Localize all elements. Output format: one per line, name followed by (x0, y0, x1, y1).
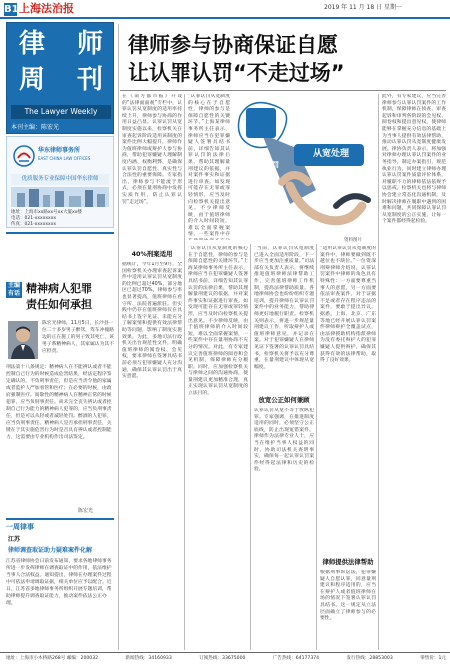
column-body: 刑法第十八条规定：精神病人在不能辨认或者不能控制自己行为的时候造成危害结果，经法定程序鉴定确认的，不负刑事责任，但是应当责令他的家属或者监护人严加看管和医疗；在必要的时候，由政府强制医疗。间歇性的精神病人在精神正常的时候犯罪，应当负刑事责任。尚未完全丧失辨认或者控制自己行为能力的精神病人犯罪的，应当负刑事责任，但是可以从轻或者减轻处罚。醉酒的人犯罪，应当负刑事责任。精神病人是否承担刑事责任，关键在于其实施危害行为时是否具有辨认或者控制能力，这需要由专业机构作出司法鉴定。 (6, 365, 112, 440)
footer-address: 地址：上海市小木桥路268号 邮编：200032 (6, 656, 99, 661)
column-rule (378, 94, 379, 650)
news-dateline: 江苏 (8, 536, 21, 543)
article-col-4: “适用认罪认罚从宽制度的案件中，律师要做到既不越位也不缺位。”一位资深刑辩律师介绍说，认罪认罚案件中律师的角色具有特殊性：一方面要尊重当事人的意愿，另一方面要依法审查案件，对于证据不足或者存在程序违法的案件，要敢于提出异议。据悉，上海、北京、广东等地已经开展认罪认罚案件律师辩护全覆盖试点，由法律援助机构指派律师为没有委托辩护人的犯罪嫌疑人提供辩护，确保其获得有效的法律帮助，取得了良好效果。 (320, 246, 376, 364)
author-portrait-image (8, 321, 38, 359)
news-headline[interactable]: 律师调查取证助力疑难案件化解 (8, 547, 93, 554)
brand-char: 律 (19, 29, 46, 59)
footer-news-hotline: 新闻热线：34160933 (125, 656, 172, 661)
ad-phone: 电话：021-xxxxxxxx (11, 216, 57, 221)
ad-fax: 传真：021-xxxxxxxx (11, 222, 57, 227)
brand-title-row-2 (19, 65, 103, 95)
news-divider (6, 518, 114, 520)
article-subhead: 放宽公正如何兼顾 (258, 396, 310, 404)
weekly-brand-panel (6, 22, 114, 134)
illustration-label-leniency: 从宽处理 (312, 149, 349, 159)
section-code: B1 (4, 4, 19, 15)
column-signature: 陈宏光 (78, 508, 94, 514)
article-col-3: “当前，认罪认罚从宽制度已进入全面适用阶段，下一步应当更加注重质量。”司法部有关负责人表示，将继续推进值班律师法律帮助工作，完善值班律师工作机制，提高法律帮助质量。各地律师协会也纷纷组织专题培训，提升律师在认罪认罚案件中的业务能力，帮助律师更好地履行职责。检察机关则表示，将进一步规范量刑建议工作，听取辩护人或值班律师意见，并记录在案。对于犯罪嫌疑人在律师见证下签署的认罪认罚具结书，检察机关将予以充分尊重，在量刑建议中体现从宽幅度。 (254, 246, 314, 370)
news-body: 江苏省律师协会日前发布通知，要求各地律师事务所进一步发挥律师在调查取证中的作用，依法维护当事人合法权益。通知提出，律师在办理案件过程中可依法申请调取证据，相关单位应予以配合。近日，江苏省多地律师事务所组织开展专题培训，帮助律师提升调查取证能力，推动案件依法公正办理。 (6, 559, 112, 606)
illustration-label-confess: 认罪认罚 (251, 161, 279, 169)
headline-line-2: 让认罪认罚“不走过场” (128, 61, 345, 85)
article-col-1: 在《南方都市报》开设的“法律面面观”专栏中，认罪认罚从宽制度的适用率持续上升，律师参与协商的作用日益凸显。认罪认罚从宽制度实施以来，检察机关在审查起诉阶段适用该制度的案件比例大幅提升，律师作为值班律师或辩护人参与协商，帮助犯罪嫌疑人理解制度内涵、权衡利弊，是确保认罪认罚自愿性、真实性与合法性的重要保障。专家指出，律师参与不能流于形式，必须在量刑协商中发挥实质作用，防止认罪认罚“走过场”。 (122, 94, 182, 205)
masthead-rule (0, 17, 450, 19)
footer-price: 零售价：1元 (420, 656, 446, 661)
column-rule (118, 24, 119, 650)
chief-editor: 本刊主编：陈宏光 (11, 124, 60, 131)
footer-ad-hotline: 广告热线：64177374 (272, 656, 320, 661)
brand-english-title: The Lawyer Weekly (11, 105, 111, 119)
ad-firm-name: 华东律师事务所 (38, 147, 81, 154)
illustration-credit: 资料图片 (344, 238, 362, 243)
headline-rule (120, 90, 446, 91)
column-title-line-2: 责任如何承担 (26, 298, 92, 311)
news-section-tag: 一周律事 (6, 523, 34, 531)
article-col-4-continued: 根据刑事诉讼法，犯罪嫌疑人自愿认罪，同意量刑建议和程序适用的，应当在辩护人或者值班律师在场的情况下签署认罪认罚具结书。这一规定从立法层面确立了律师参与的必要性。 (320, 570, 376, 622)
article-subhead: 40%刑案适用 (131, 250, 173, 258)
brand-char: 刊 (76, 65, 103, 95)
article-col-2: “认罪认罚从宽制度的核心在于自愿性，律师的参与是保障自愿性的关键环节。”上海某律师事务所主任表示，律师应当在犯罪嫌疑人签署具结书前，详细告知其认罪认罚的法律后果，帮助其理解量刑建议的依据，并对案件事实和证据进行审查。如发现可能存在无罪或罪轻情形，应当及时向检察机关提出意见。不少律师反映，由于值班律师的介入时间较短，难以全面掌握案情，一些案件中存在量刑协商不充分的情况。对此，有专家建议完善值班律师的阅卷和会见机制，保障律师充分履职。同时，应加强检察机关与律师之间的沟通协商，使量刑建议更加精准合理，真正实现认罪认罚从宽制度的立法目的。 (188, 246, 248, 397)
column-title-line-1: 精神病人犯罪 (26, 282, 92, 295)
footer-distribution-hotline: 发行热线：28853003 (346, 656, 393, 661)
article-col-2-top: “认罪认罚从宽制度的核心在于自愿性，律师的参与是保障自愿性的关键环节。”上海某律师事务所主任表示，律师应当在犯罪嫌疑人签署具结书前，详细告知其认罪认罚的法律后果，帮助其理解量刑建议的依据，并对案件事实和证据进行审查。如发现可能存在无罪或罪轻情形，应当及时向检察机关提出意见。不少律师反映，由于值班律师的介入时间较短，难以全面掌握案情，一些案件中存 (188, 94, 230, 238)
building-skyline-image (11, 187, 109, 207)
law-firm-logo-icon (13, 145, 35, 167)
column-rule (250, 244, 251, 650)
article-subhead: 律师提供法律帮助 (322, 558, 374, 566)
ad-address: 地址：上海市xx路xx号xx大厦xx楼 (11, 210, 82, 215)
column-rule (316, 244, 317, 650)
brand-char: 师 (76, 29, 103, 59)
newspaper-logo: 上海法治报 (19, 2, 74, 15)
headline-line-1: 律师参与协商保证自愿 (128, 33, 338, 57)
ad-firm-name-en: EAST CHINA LAW OFFICES (38, 156, 91, 161)
brand-char: 周 (19, 65, 46, 95)
sidebar-divider (6, 232, 114, 234)
column-rule (184, 94, 185, 650)
ad-slogan: 优质服务专业保障中国华东律师 (11, 174, 109, 185)
article-col-5: 此外，有专家建议，应当完善律师参与认罪认罚案件的工作机制，保障律师在侦查、审查起诉和审判各阶段的会见权、阅卷权和提出意见权，使律师能够在掌握充分信息的基础上为当事人提供有效法律帮助，推动认罪认罚从宽制度健康发展。律协负责人表示，将加强对律师办理认罪认罚案件的业务指导，制定办案指引，规范执业行为，同时建立律师办理认罪认罚案件质量评价体系，对履职不力的律师依法依规予以惩戒。检察机关也将与律师协会建立常态化沟通机制，及时解决律师在履职中遇到的困难和问题，共同保障认罪认罚从宽制度的公正实施，让每一个案件都经得起检验。 (382, 94, 446, 225)
issue-date: 2019 年 11 月 18 日 星期一 (324, 4, 402, 11)
article-col-3-continued: 认罪认罚从宽不等于放纵犯罪。专家强调，在推进制度适用的同时，必须坚守公正底线，防止出现冤错案件。律师作为法律专业人士，应当在维护当事人权益的同时，协助司法机关查明事实，确保每一起认罪认罚案件经得起法律和历史的检验。 (254, 408, 314, 473)
footer (6, 655, 446, 662)
article-col-1-continued: 据统计，今年1月至9月，全国检察机关办理审查起诉案件中适用认罪认罚从宽制度的比例已超过40%，部分地区已超过70%。律师参与率也显著提高，值班律师在看守所、法院普遍派驻。但实践中仍存在值班律师仅在具结书上签字见证、未能充分了解案情和提供有效法律帮助等问题，影响了制度实施效果。为此，多地司法行政机关出台规范性文件，明确值班律师的阅卷权、会见权，要求律师在签署具结书前必须与犯罪嫌疑人充分沟通，确保其认罪认罚出于真实意愿。 (122, 262, 182, 380)
brand-title-row-1 (19, 29, 103, 59)
law-firm-advertisement[interactable] (6, 136, 114, 228)
column-tag: 主编有话 (7, 282, 20, 297)
column-intro: 陈宏光律师，11月5日，长沙县一位二十多岁男子醉驾，驾车冲撞路边的正在施工的男子致其死亡，该男子系精神病人，其家属认为其不应担责。 (42, 321, 114, 354)
footer-subscription-hotline: 订阅热线：33675000 (199, 656, 246, 661)
footer-rule (0, 652, 450, 653)
